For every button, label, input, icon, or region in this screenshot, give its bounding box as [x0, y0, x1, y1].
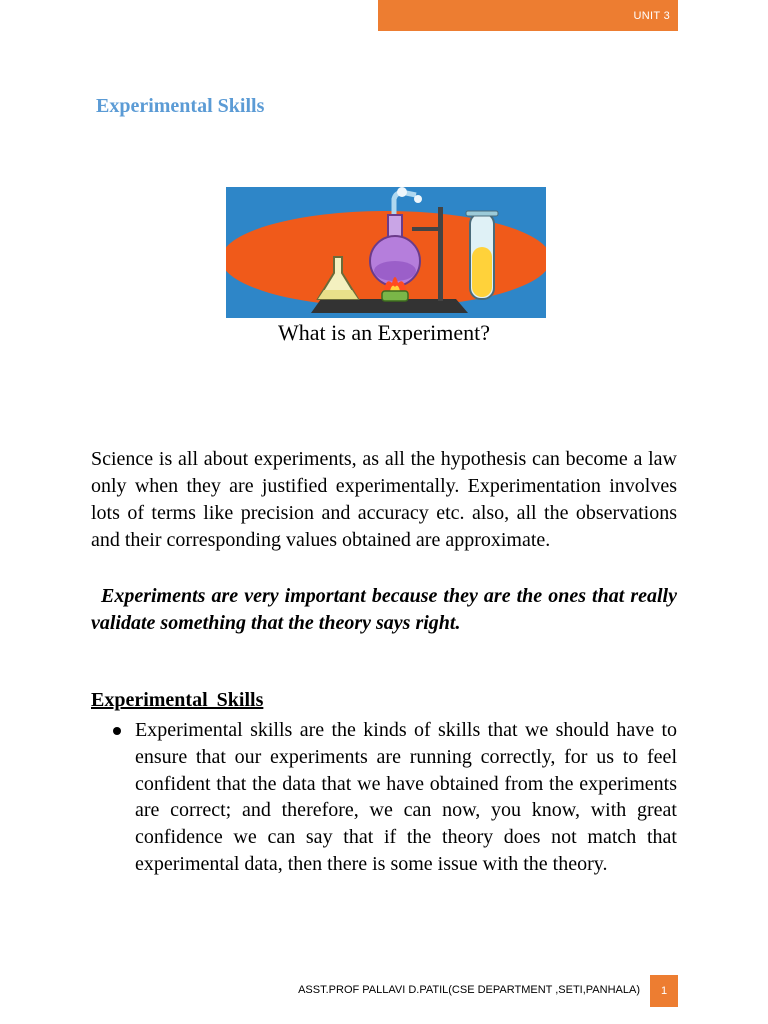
list-item-text: Experimental skills are the kinds of skills that we should have to ensure that our experiments are running correctly, for us to feel confident that the data that we have obtained from the experiments are correct; and therefore, we can now, you know, with great confidence we can say that if the theory does not match that experimental data, then there is some issue with the theory. — [135, 719, 677, 875]
section-heading: Experimental Skills — [91, 689, 264, 711]
intro-paragraph: Science is all about experiments, as all the hypothesis can become a law only when they are justified experimentally. Experimentation involves lots of terms like precision and accuracy etc. also, all the observations and their corresponding values obtained are approximate. — [91, 448, 677, 551]
footer-author: ASST.PROF PALLAVI D.PATIL(CSE DEPARTMENT ,SETI,PANHALA) — [298, 984, 640, 996]
unit-header-bar — [378, 0, 678, 31]
document-title: Experimental Skills — [96, 95, 265, 117]
emphasis-paragraph: Experiments are very important because they are the ones that really validate something that the theory says right. — [91, 585, 677, 634]
lab-equipment-illustration — [226, 187, 546, 318]
lab-illustration-icon — [226, 187, 546, 318]
page-number: 1 — [660, 985, 668, 997]
list-item — [91, 717, 677, 878]
page-number-badge — [650, 975, 678, 1007]
skills-bullet-list — [91, 717, 677, 878]
bullet-icon — [113, 727, 121, 735]
figure-caption: What is an Experiment? — [278, 320, 490, 345]
unit-label: UNIT 3 — [633, 9, 670, 22]
